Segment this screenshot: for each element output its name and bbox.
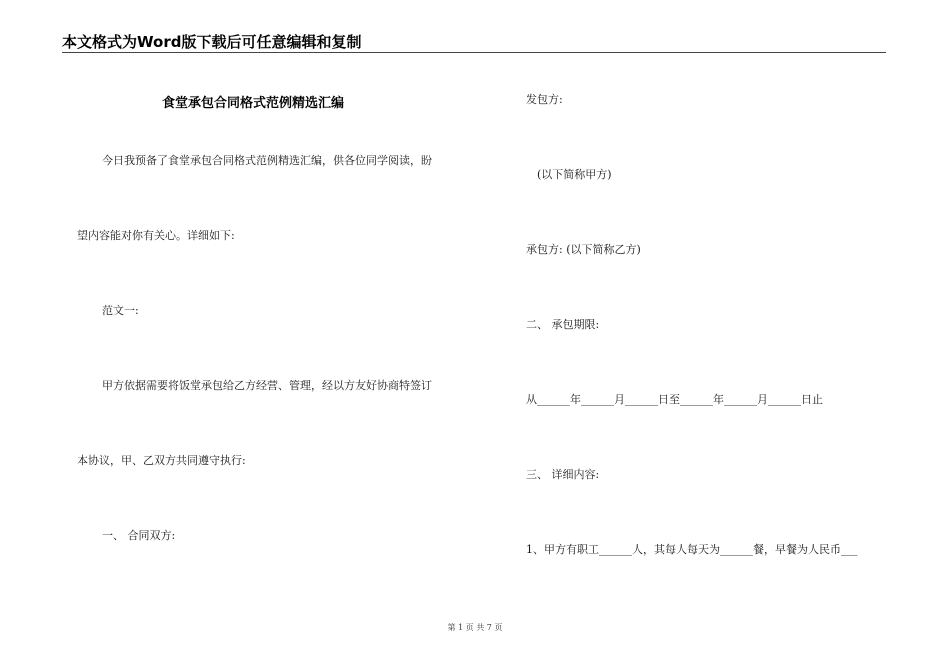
page-header — [62, 34, 886, 53]
right-paragraph-7: 1、甲方有职工______人，其每人每天为______餐，早餐为人民币___ — [526, 543, 858, 556]
right-paragraph-5: 从______年______月______日至______年______月______日止 — [526, 393, 823, 406]
right-paragraph-4: 二、 承包期限: — [526, 318, 600, 331]
header-text: 本文格式为Word版下载后可任意编辑和复制 — [62, 33, 362, 51]
left-paragraph-1: 今日我预备了食堂承包合同格式范例精选汇编，供各位同学阅读，盼 — [102, 154, 432, 167]
left-paragraph-2: 望内容能对你有关心。详细如下: — [77, 229, 235, 242]
right-paragraph-1: 发包方: — [526, 93, 563, 106]
right-paragraph-2: (以下简称甲方) — [537, 168, 612, 181]
left-paragraph-3: 范文一: — [102, 304, 139, 317]
left-paragraph-4: 甲方依据需要将饭堂承包给乙方经营、管理，经以方友好协商特签订 — [102, 379, 432, 392]
left-paragraph-5: 本协议，甲、乙双方共同遵守执行: — [77, 454, 246, 467]
document-title: 食堂承包合同格式范例精选汇编 — [162, 96, 345, 111]
left-paragraph-6: 一、 合同双方: — [102, 529, 176, 542]
right-paragraph-3: 承包方: (以下简称乙方) — [526, 243, 641, 256]
right-paragraph-6: 三、 详细内容: — [526, 468, 600, 481]
page-number-footer: 第 1 页 共 7 页 — [447, 623, 503, 632]
